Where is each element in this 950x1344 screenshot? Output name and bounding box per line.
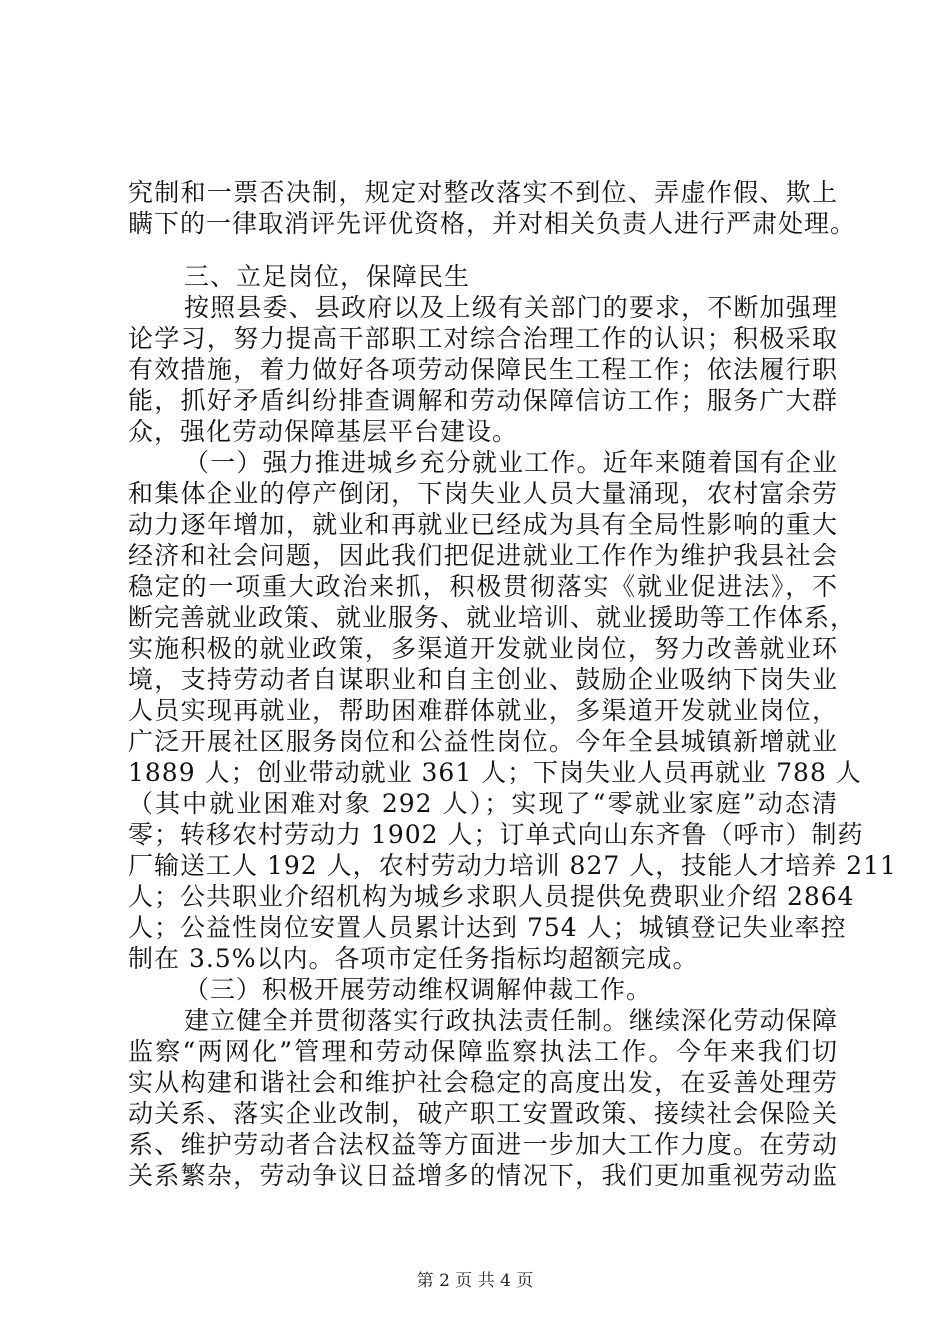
text-line: 人员实现再就业，帮助困难群体就业，多渠道开发就业岗位， [128,696,838,725]
text-line: 众，强化劳动保障基层平台建设。 [128,417,519,446]
paragraph-continued [128,177,857,239]
subsection-heading: （三）积极开展劳动维权调解仲裁工作。 [184,975,653,1004]
text-line: 实从构建和谐社会和维护社会稳定的高度出发，在妥善处理劳 [128,1068,838,1097]
text-line: 实施积极的就业政策，多渠道开发就业岗位，努力改善就业环 [128,634,838,663]
text-line: 境，支持劳动者自谋职业和自主创业、鼓励企业吸纳下岗失业 [128,665,838,694]
text-line: 人；公共职业介绍机构为城乡求职人员提供免费职业介绍 2864 [128,882,855,911]
paragraph-intro [128,292,838,447]
text-line: 按照县委、县政府以及上级有关部门的要求，不断加强理 [184,293,838,322]
text-line: 零；转移农村劳动力 1902 人；订单式向山东齐鲁（呼市）制药 [128,820,864,849]
text-line: 广泛开展社区服务岗位和公益性岗位。今年全县城镇新增就业 [128,727,838,756]
text-line: 和集体企业的停产倒闭，下岗失业人员大量涌现，农村富余劳 [128,479,838,508]
text-line: 厂输送工人 192 人，农村劳动力培训 827 人，技能人才培养 211 [128,851,897,880]
document-body [128,177,897,1191]
text-line: 论学习，努力提高干部职工对综合治理工作的认识；积极采取 [128,324,838,353]
section-heading: 三、立足岗位，保障民生 [184,262,471,291]
page-number-footer: 第 2 页 共 4 页 [416,1271,534,1291]
paragraph-labor-rights [128,1005,838,1191]
text-line: 建立健全并贯彻落实行政执法责任制。继续深化劳动保障 [184,1006,838,1035]
text-line: 有效措施，着力做好各项劳动保障民生工程工作；依法履行职 [128,355,838,384]
text-line: 瞒下的一律取消评先评优资格，并对相关负责人进行严肃处理。 [128,209,857,238]
text-line: （其中就业困难对象 292 人）；实现了“零就业家庭”动态清 [128,789,838,818]
text-line: 关系繁杂，劳动争议日益增多的情况下，我们更加重视劳动监 [128,1161,838,1190]
text-line: 动力逐年增加，就业和再就业已经成为具有全局性影响的重大 [128,510,838,539]
paragraph-employment [128,447,897,974]
text-line: 动关系、落实企业改制，破产职工安置政策、接续社会保险关 [128,1099,838,1128]
text-line: 稳定的一项重大政治来抓，积极贯彻落实《就业促进法》，不 [128,572,838,601]
text-line: 制在 3.5%以内。各项市定任务指标均超额完成。 [128,944,699,973]
text-line: 系、维护劳动者合法权益等方面进一步加大工作力度。在劳动 [128,1130,838,1159]
text-line: 能，抓好矛盾纠纷排查调解和劳动保障信访工作；服务广大群 [128,386,838,415]
text-line: 监察“两网化”管理和劳动保障监察执法工作。今年来我们切 [128,1037,838,1066]
text-line: 断完善就业政策、就业服务、就业培训、就业援助等工作体系， [128,603,857,632]
text-line: 究制和一票否决制，规定对整改落实不到位、弄虚作假、欺上 [128,178,838,207]
text-line: 1889 人；创业带动就业 361 人；下岗失业人员再就业 788 人 [128,758,862,787]
text-line: 人；公益性岗位安置人员累计达到 754 人；城镇登记失业率控 [128,913,847,942]
text-line: （一）强力推进城乡充分就业工作。近年来随着国有企业 [184,448,838,477]
text-line: 经济和社会问题，因此我们把促进就业工作作为维护我县社会 [128,541,838,570]
paragraph-gap [128,239,838,261]
